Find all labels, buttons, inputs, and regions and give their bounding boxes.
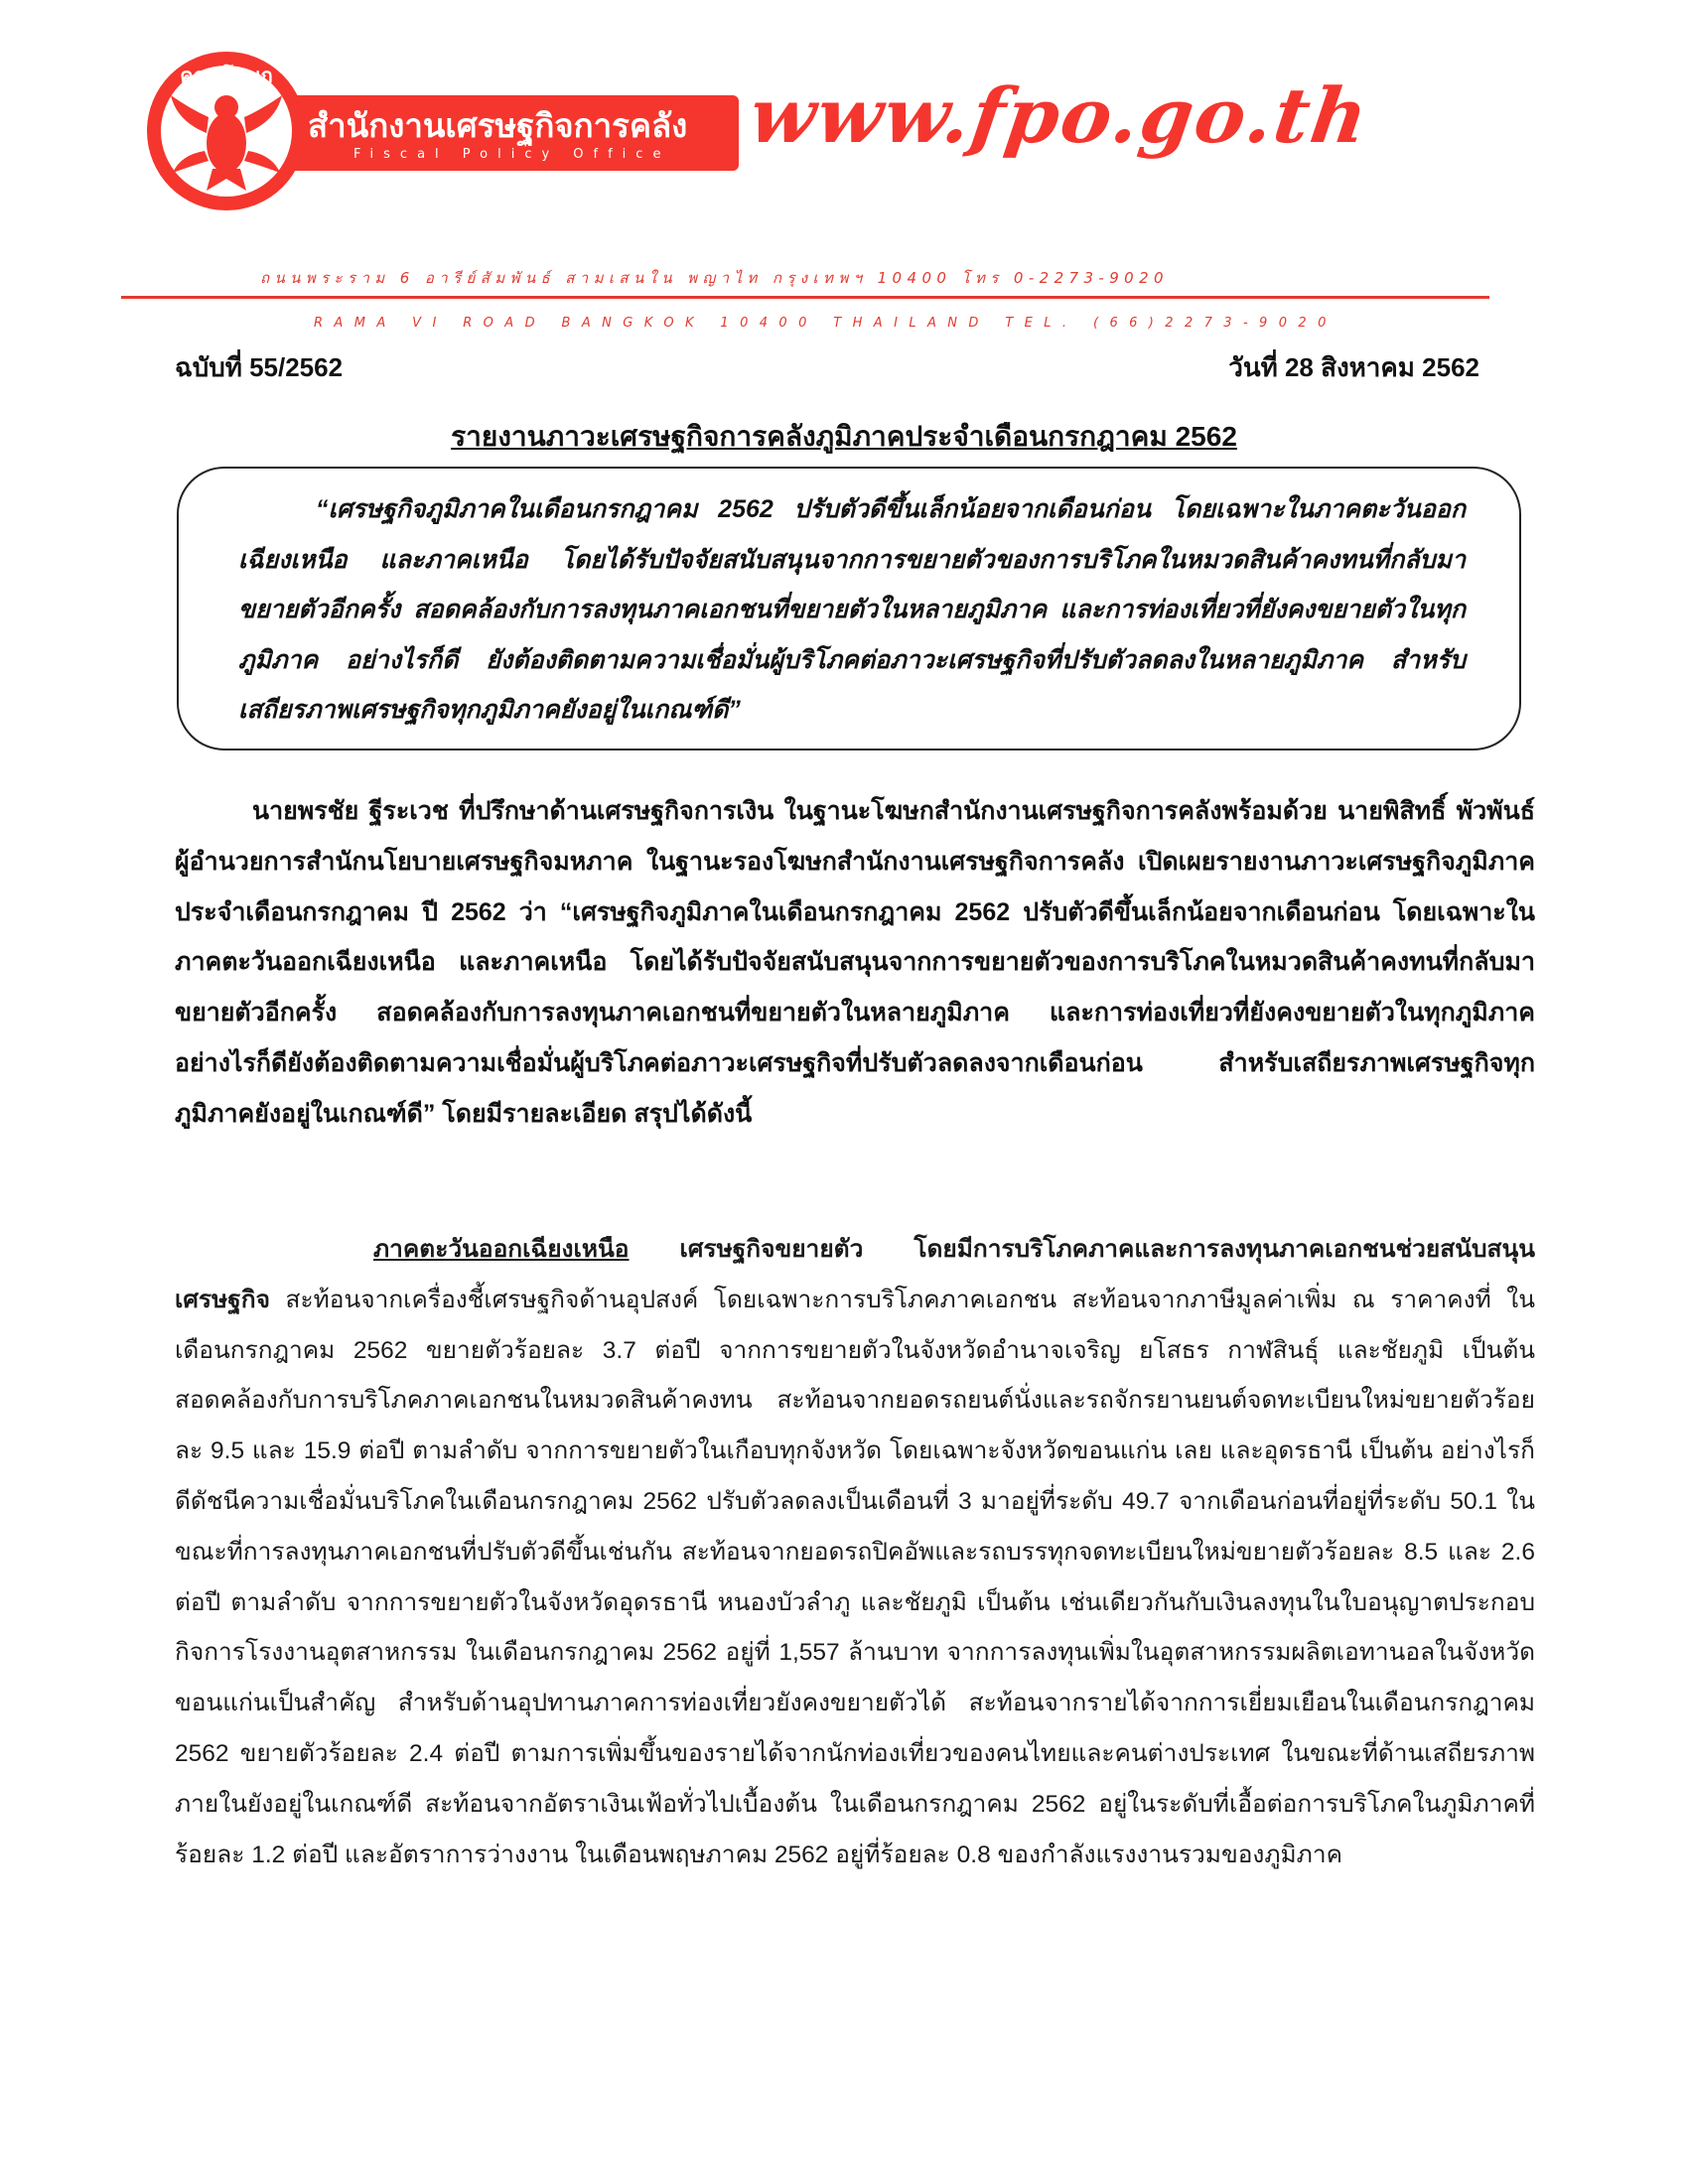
northeast-paragraph (175, 1225, 1535, 1880)
issue-date: วันที่ 28 สิงหาคม 2562 (1228, 352, 1479, 382)
address-english: RAMA VI ROAD BANGKOK 10400 THAILAND TEL. (66)2273-9020 (314, 316, 1337, 331)
northeast-heading: ภาคตะวันออกเฉียงเหนือ (373, 1236, 630, 1263)
issue-number: ฉบับที่ 55/2562 (175, 352, 344, 382)
letterhead-divider (121, 296, 1489, 299)
summary-quote-box (177, 467, 1521, 751)
website-url[interactable]: www.fpo.go.th (744, 71, 1375, 160)
northeast-text: สะท้อนจากเครื่องชี้เศรษฐกิจด้านอุปสงค์ โดยเฉพาะการบริโภคภาคเอกชน สะท้อนจากภาษีมูลค่าเพิ่ม ณ ราคาคงที่ ในเดือนกรกฎาคม 2562 ขยายตัวร้อยละ 3.7 ต่อปี จากการขยายตัวในจังหวัดอำนาจเจริญ ยโสธร กาฬสินธุ์ และชัยภูมิ เป็นต้น สอดคล้องกับการบริโภคภาคเอกชนในหมวดสินค้าคงทน สะท้อนจากยอดรถยนต์นั่งและรถจักรยานยนต์จดทะเบียนใหม่ขยายตัวร้อยละ 9.5 และ 15.9 ต่อปี ตามลำดับ จากการขยายตัวในเกือบทุกจังหวัด โดยเฉพาะจังหวัดขอนแก่น เลย และอุดรธานี เป็นต้น อย่างไรก็ดีดัชนีความเชื่อมั่นบริโภคในเดือนกรกฎาคม 2562 ปรับตัวลดลงเป็นเดือนที่ 3 มาอยู่ที่ระดับ 49.7 จากเดือนก่อนที่อยู่ที่ระดับ 50.1 ในขณะที่การลงทุนภาคเอกชนที่ปรับตัวดีขึ้นเช่นกัน สะท้อนจากยอดรถปิคอัพและรถบรรทุกจดทะเบียนใหม่ขยายตัวร้อยละ 8.5 และ 2.6 ต่อปี ตามลำดับ จากการขยายตัวในจังหวัดอุดรธานี หนองบัวลำภู และชัยภูมิ เป็นต้น เช่นเดียวกันกับเงินลงทุนในใบอนุญาตประกอบกิจการโรงงานอุตสาหกรรม ในเดือนกรกฎาคม 2562 อยู่ที่ 1,557 ล้านบาท จากการลงทุนเพิ่มในอุตสาหกรรมผลิตเอทานอลในจังหวัดขอนแก่นเป็นสำคัญ สำหรับด้านอุปทานภาคการท่องเที่ยวยังคงขยายตัวได้ สะท้อนจากรายได้จากการเยี่ยมเยือนในเดือนกรกฎาคม 2562 ขยายตัวร้อยละ 2.4 ต่อปี ตามการเพิ่มขึ้นของรายได้จากนักท่องเที่ยวของคนไทยและคนต่างประเทศ ในขณะที่ด้านเสถียรภาพภายในยังอยู่ในเกณฑ์ดี สะท้อนจากอัตราเงินเฟ้อทั่วไปเบื้องต้น ในเดือนกรกฎาคม 2562 อยู่ในระดับที่เอื้อต่อการบริโภคในภูมิภาคที่ร้อยละ 1.2 ต่อปี และอัตราการว่างงาน ในเดือนพฤษภาคม 2562 อยู่ที่ร้อยละ 0.8 ของกำลังแรงงานรวมของภูมิภาค (175, 1286, 1535, 1868)
document-title: รายงานภาวะเศรษฐกิจการคลังภูมิภาคประจำเดือนกรกฎาคม 2562 (451, 421, 1237, 452)
office-banner (294, 95, 739, 171)
office-name-thai: สำนักงานเศรษฐกิจการคลัง (308, 106, 688, 145)
office-name-english: Fiscal Policy Office (353, 147, 671, 162)
intro-paragraph: นายพรชัย ฐีระเวช ที่ปรึกษาด้านเศรษฐกิจการเงิน ในฐานะโฆษกสำนักงานเศรษฐกิจการคลังพร้อมด้วย นายพิสิทธิ์ พัวพันธ์ ผู้อำนวยการสำนักนโยบายเศรษฐกิจมหภาค ในฐานะรองโฆษกสำนักงานเศรษฐกิจการคลัง เปิดเผยรายงานภาวะเศรษฐกิจภูมิภาคประจำเดือนกรกฎาคม ปี 2562 ว่า “เศรษฐกิจภูมิภาคในเดือนกรกฎาคม 2562 ปรับตัวดีขึ้นเล็กน้อยจากเดือนก่อน โดยเฉพาะในภาคตะวันออกเฉียงเหนือ และภาคเหนือ โดยได้รับปัจจัยสนับสนุนจากการขยายตัวของการบริโภคในหมวดสินค้าคงทนที่กลับมาขยายตัวอีกครั้ง สอดคล้องกับการลงทุนภาคเอกชนที่ขยายตัวในหลายภูมิภาค และการท่องเที่ยวที่ยังคงขยายตัวในทุกภูมิภาค อย่างไรก็ดียังต้องติดตามความเชื่อมั่นผู้บริโภคต่อภาวะเศรษฐกิจที่ปรับตัวลดลงจากเดือนก่อน สำหรับเสถียรภาพเศรษฐกิจทุกภูมิภาคยังอยู่ในเกณฑ์ดี” โดยมีรายละเอียด สรุปได้ดังนี้ (175, 797, 1535, 1128)
address-thai: ถนนพระราม 6 อารีย์สัมพันธ์ สามเสนใน พญาไท กรุงเทพฯ 10400 โทร 0-2273-9020 (260, 269, 1169, 287)
seal-text: คณะโฆษก (180, 64, 273, 87)
summary-quote: “เศรษฐกิจภูมิภาคในเดือนกรกฎาคม 2562 ปรับตัวดีขึ้นเล็กน้อยจากเดือนก่อน โดยเฉพาะในภาคตะวันออกเฉียงเหนือ และภาคเหนือ โดยได้รับปัจจัยสนับสนุนจากการขยายตัวของการบริโภคในหมวดสินค้าคงทนที่กลับมาขยายตัวอีกครั้ง สอดคล้องกับการลงทุนภาคเอกชนที่ขยายตัวในหลายภูมิภาค และการท่องเที่ยวที่ยังคงขยายตัวในทุกภูมิภาค อย่างไรก็ดี ยังต้องติดตามความเชื่อมั่นผู้บริโภคต่อภาวะเศรษฐกิจที่ปรับตัวลดลงในหลายภูมิภาค สำหรับเสถียรภาพเศรษฐกิจทุกภูมิภาคยังอยู่ในเกณฑ์ดี” (238, 495, 1466, 725)
northeast-lead: เศรษฐกิจขยายตัว โดยมีการบริโภคภาคและการลงทุนภาคเอกชนช่วยสนับสนุนเศรษฐกิจ (175, 1236, 1535, 1313)
garuda-seal-logo (147, 52, 306, 210)
